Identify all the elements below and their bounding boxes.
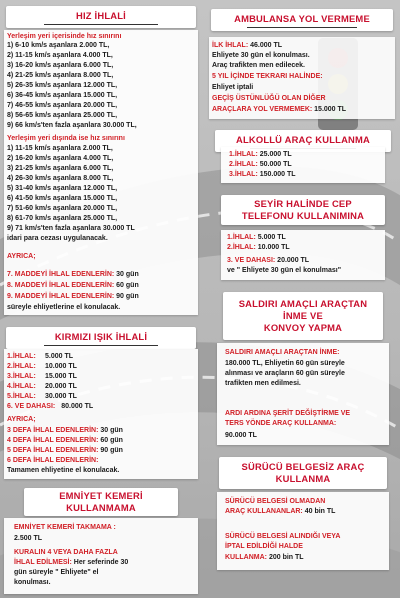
out-city-item: 4) 26-30 km/s aşanlara 8.000 TL,: [7, 175, 114, 182]
speed-violation-title: HIZ İHLALİ: [76, 9, 126, 21]
ambulance-repeat-note: Ehliyet iptali: [212, 84, 254, 91]
in-city-item: 6) 36-45 km/s aşanlara 15.000 TL,: [7, 92, 118, 99]
seatbelt-rule-line2: İHLAL EDİLMESİ: Her seferinde 30: [14, 559, 129, 566]
redlight-header: [6, 327, 196, 349]
seatbelt-fine-value: 2.500 TL: [14, 535, 43, 542]
seatbelt-fine-label: EMNİYET KEMERİ TAKMAMA :: [14, 524, 116, 531]
seatbelt-rule-line3: gün süreyle " Ehliyete" el: [14, 569, 99, 576]
in-city-heading: Yerleşim yeri içerisinde hız sınırını: [7, 33, 122, 40]
out-city-item: 7) 51-60 km/s aşanlara 20.000 TL,: [7, 205, 118, 212]
alcohol-row: 3.İHLAL: 150.000 TL: [229, 171, 296, 178]
redlight-row: 4.İHLAL: 20.000 TL: [7, 383, 77, 390]
ambulance-repeat-label: 5 YIL İÇİNDE TEKRARI HALİNDE:: [212, 73, 323, 80]
lane-change-line2: TERS YÖNDE ARAÇ KULLANMA:: [225, 420, 337, 427]
also-heading: AYRICA;: [7, 253, 36, 260]
seatbelt-header: [24, 488, 178, 516]
aggression-panel: [217, 343, 389, 445]
penalty-row: 3 DEFA İHLAL EDENLERİN: 30 gün: [7, 427, 123, 434]
seatbelt-panel: [4, 518, 198, 594]
redlight-row: 3.İHLAL: 15.000 TL: [7, 373, 77, 380]
redlight-title: KIRMIZI IŞIK İHLALİ: [54, 330, 148, 342]
out-city-item: 2) 16-20 km/s aşanlara 4.000 TL,: [7, 155, 114, 162]
speed-violation-panel: [4, 30, 198, 315]
phone-row: 1.İHLAL: 5.000 TL: [227, 234, 286, 241]
in-city-item: 9) 66 km/s'ten fazla aşanlara 30.000 TL,: [7, 122, 137, 129]
redlight-row: 1.İHLAL: 5.000 TL: [7, 353, 74, 360]
in-city-item: 4) 21-25 km/s aşanlara 8.000 TL,: [7, 72, 114, 79]
out-city-item: 1) 11-15 km/s aşanlara 2.000 TL,: [7, 145, 113, 152]
revoked-line1: SÜRÜCÜ BELGESİ ALINDIĞI VEYA: [225, 533, 341, 540]
license-title-line1: SÜRÜCÜ BELGESİZ ARAÇ: [241, 461, 365, 472]
alcohol-row: 2.İHLAL: 50.000 TL: [229, 161, 292, 168]
penalty-note: Tamamen ehliyetine el konulacak.: [7, 467, 120, 474]
lane-change-line1: ARDI ARDINA ŞERİT DEĞİŞTİRME VE: [225, 410, 351, 417]
speed-violation-header: [6, 6, 196, 28]
out-city-heading: Yerleşim yeri dışında ise hız sınırını: [7, 135, 125, 142]
in-city-item: 5) 26-35 km/s aşanlara 12.000 TL,: [7, 82, 118, 89]
penalty-note: süreyle ehliyetlerine el konulacak.: [7, 304, 121, 311]
license-title-line2: KULLANMA: [275, 473, 331, 484]
lane-change-value: 90.000 TL: [225, 432, 257, 439]
ambulance-header: [211, 9, 393, 31]
in-city-item: 2) 11-15 km/s aşanlara 4.000 TL,: [7, 52, 113, 59]
redlight-row: 6. VE DAHASI: 80.000 TL: [7, 403, 94, 410]
license-panel: [217, 492, 389, 570]
in-city-item: 3) 16-20 km/s aşanlara 6.000 TL,: [7, 62, 114, 69]
redlight-row: 5.İHLAL: 30.000 TL: [7, 393, 77, 400]
phone-row: 3. VE DAHASI: 20.000 TL: [227, 257, 310, 264]
aggression-title-line1: SALDIRI AMAÇLI ARAÇTAN: [238, 298, 368, 309]
phone-panel: [221, 230, 385, 280]
out-city-item: 6) 41-50 km/s aşanlara 15.000 TL,: [7, 195, 118, 202]
penalty-row: 4 DEFA İHLAL EDENLERİN: 60 gün: [7, 437, 123, 444]
ambulance-first-note2: Araç trafikten men edilecek.: [212, 62, 305, 69]
penalty-row: 6 DEFA İHLAL EDENLERİN:: [7, 457, 99, 464]
seatbelt-rule-line1: KURALIN 4 VEYA DAHA FAZLA: [14, 549, 118, 556]
ambulance-first-note1: Ehliyete 30 gün el konulması.: [212, 52, 310, 59]
aggression-header: [223, 292, 383, 340]
aggression-line1: 180.000 TL, Ehliyetin 60 gün süreyle: [225, 360, 345, 367]
ambulance-pass-line2: ARAÇLARA YOL VERMEMEK: 15.000 TL: [212, 106, 347, 113]
penalty-row: 5 DEFA İHLAL EDENLERİN: 90 gün: [7, 447, 123, 454]
phone-row: 2.İHLAL: 10.000 TL: [227, 244, 290, 251]
aggression-line3: trafikten men edilmesi.: [225, 380, 301, 387]
revoked-line3: KULLANMA: 200 bin TL: [225, 554, 304, 561]
seatbelt-rule-line4: konulması.: [14, 579, 51, 586]
in-city-item: 1) 6-10 km/s aşanlara 2.000 TL,: [7, 42, 110, 49]
redlight-panel: [4, 349, 198, 479]
ambulance-panel: [209, 37, 395, 119]
out-city-item: 3) 21-25 km/s aşanlara 6.000 TL,: [7, 165, 114, 172]
phone-header: [221, 195, 385, 225]
out-city-item: 9) 71 km/s'ten fazla aşanlara 30.000 TL: [7, 225, 135, 232]
aggression-title-line2: İNME VE: [283, 310, 323, 321]
fine-note: idari para cezası uygulanacak.: [7, 235, 108, 242]
phone-note: ve " Ehliyete 30 gün el konulması": [227, 267, 342, 274]
aggression-line2: alınması ve araçların 60 gün süreyle: [225, 370, 345, 377]
out-city-item: 8) 61-70 km/s aşanlara 25.000 TL,: [7, 215, 118, 222]
seatbelt-title-line2: KULLANMAMA: [66, 502, 136, 513]
alcohol-title: ALKOLLÜ ARAÇ KULLANMA: [235, 133, 371, 145]
no-license-line1: SÜRÜCÜ BELGESİ OLMADAN: [225, 498, 326, 505]
seatbelt-title-line1: EMNİYET KEMERİ: [59, 490, 143, 501]
phone-title-line1: SEYİR HALİNDE CEP: [254, 198, 352, 209]
ambulance-first: İLK İHLAL: 46.000 TL: [212, 42, 283, 49]
revoked-line2: İPTAL EDİLDİĞİ HALDE: [225, 543, 303, 550]
alcohol-row: 1.İHLAL: 25.000 TL: [229, 151, 292, 158]
also-heading: AYRICA;: [7, 416, 36, 423]
in-city-item: 7) 46-55 km/s aşanlara 20.000 TL,: [7, 102, 118, 109]
license-header: [219, 457, 387, 489]
aggression-title-line3: KONVOY YAPMA: [263, 322, 343, 333]
phone-title-line2: TELEFONU KULLANIMINA: [241, 210, 365, 221]
alcohol-panel: [221, 147, 385, 183]
penalty-row: 9. MADDEYİ İHLAL EDENLERİN: 90 gün: [7, 293, 139, 300]
penalty-row: 7. MADDEYİ İHLAL EDENLERİN: 30 gün: [7, 271, 139, 278]
aggression-label: SALDIRI AMAÇLI ARAÇTAN İNME:: [225, 349, 340, 356]
ambulance-pass-line1: GEÇİŞ ÜSTÜNLÜĞÜ OLAN DİĞER: [212, 95, 326, 102]
redlight-row: 2.İHLAL: 10.000 TL: [7, 363, 77, 370]
penalty-row: 8. MADDEYİ İHLAL EDENLERİN: 60 gün: [7, 282, 139, 289]
out-city-item: 5) 31-40 km/s aşanlara 12.000 TL,: [7, 185, 118, 192]
no-license-line2: ARAÇ KULLANANLAR: 40 bin TL: [225, 508, 336, 515]
in-city-item: 8) 56-65 km/s aşanlara 25.000 TL,: [7, 112, 118, 119]
ambulance-title: AMBULANSA YOL VERMEME: [234, 12, 370, 24]
